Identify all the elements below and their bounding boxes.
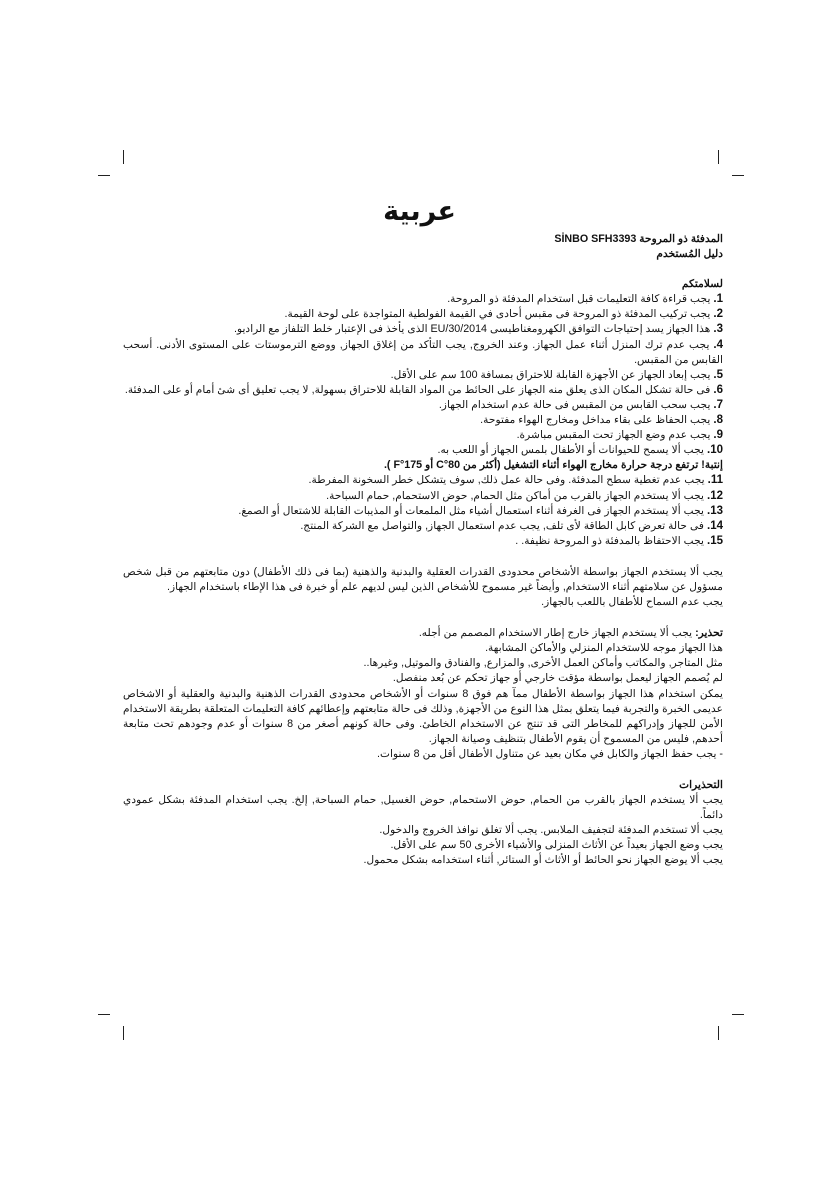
warning-line: مثل المتاجر, والمكاتب وأماكن العمل الأخرى, والمزارع, والفنادق والموتيل, وغيرها.. xyxy=(363,657,723,670)
crop-mark-bottom-left-v xyxy=(123,1026,124,1040)
manual-content xyxy=(123,232,723,869)
safety-item: 6. فى حالة تشكل المكان الذى يعلق منه الجهاز على الحائط من المواد القابلة للاحتراق بسهولة, لا يجب تعليق أى شئ أمام أو على المدفئة. xyxy=(124,383,723,396)
heading-model: المدفئة ذو المروحة SİNBO SFH3393 xyxy=(554,233,723,245)
safety-list xyxy=(123,292,723,458)
language-title: عربية xyxy=(383,196,456,227)
safety-item: 11. يجب عدم تغطية سطح المدفئة. وفى حالة عمل ذلك, سوف يتشكل خطر السخونة المفرطة. xyxy=(308,474,723,487)
warning-line: - يجب حفظ الجهاز والكابل في مكان بعيد عن متناول الأطفال أقل من 8 سنوات. xyxy=(376,747,723,760)
crop-mark-top-left-h xyxy=(98,175,110,176)
safety-item: 10. يجب ألا يسمح للحيوانات أو الأطفال بلمس الجهاز أو اللعب به. xyxy=(437,444,723,457)
safety-item: 14. فى حالة تعرض كابل الطاقة لأى تلف, يجب عدم استعمال الجهاز, والتواصل مع الشركة المنتج. xyxy=(300,519,723,532)
children-line: يجب عدم السماح للأطفال باللعب بالجهاز. xyxy=(541,596,723,609)
crop-mark-top-right-h xyxy=(732,175,744,176)
safety-item: 13. يجب ألا يستخدم الجهاز فى الغرفة أثناء استعمال أشياء مثل الملمعات أو المذيبات القابلة للاشتعال أو الصمغ. xyxy=(238,504,723,517)
safety-item: 12. يجب ألا يستخدم الجهاز بالقرب من أماكن مثل الحمام, حوض الاستحمام, حمام السباحة. xyxy=(326,489,723,502)
warning-line: هذا الجهاز موجه للاستخدام المنزلي والأماكن المشابهة. xyxy=(485,642,723,655)
crop-mark-top-left-v xyxy=(123,150,124,164)
safety-item: 2. يجب تركيب المدفئة ذو المروحة فى مقبس أحادى في القيمة الفولطية المتواجدة على لوحة القيمة. xyxy=(284,308,723,321)
safety-item: 1. يجب قراءة كافة التعليمات قبل استخدام المدفئة ذو المروحة. xyxy=(447,293,723,306)
caution-line: يجب ألا يستخدم الجهاز بالقرب من الحمام, حوض الاستحمام, حوض الغسيل, حمام السباحة, إلخ. يجب استخدام المدفئة بشكل عمودي دائماً. xyxy=(123,794,723,822)
warning-paragraph: يمكن استخدام هذا الجهاز بواسطة الأطفال ممآ هم فوق 8 سنوات أو الأشخاص محدودى القدرات الذهنية والبدنية والعقلية أو الاشخاص عديمى الخبرة والتجربة فيما يتعلق بمثل هذا النوع من الأجهزة, وذلك فى حالة متابعتهم وإعطائهم كافة التعليمات المتعلقة بطريقة الاستخدام الأمن للجهاز وإدراكهم للمخاطر التى قد تنتج عن الاستخدام الخاطئ. وفى حالة كونهم أصغر من 8 سنوات أو عدم وجودهم تحت متابعة أحدهم, فليس من المسموح أن يقوم الأطفال بتنظيف وصيانة الجهاز. xyxy=(123,687,724,745)
safety-item: 7. يجب سحب القابس من المقبس فى حالة عدم استخدام الجهاز. xyxy=(438,398,723,411)
warning-line: لم يُصمم الجهاز ليعمل بواسطة مؤقت خارجي أو جهاز تحكم عن بُعد منفصل. xyxy=(392,672,723,685)
crop-mark-bottom-right-v xyxy=(718,1026,719,1040)
caution-line: يجب ألا يوضع الجهاز نحو الحائط أو الأثاث أو الستائر, أثناء استخدامه بشكل محمول. xyxy=(363,854,723,867)
safety-item: 4. يجب عدم ترك المنزل أثناء عمل الجهاز. وعند الخروج, يجب التأكد من إغلاق الجهاز, ووضع الترموستات على المستوى الأدنى. أسحب القابس من المقبس. xyxy=(123,338,723,366)
safety-item: 8. يجب الحفاظ على بقاء مداخل ومخارج الهواء مفتوحة. xyxy=(480,414,723,427)
caution-line: يجب ألا تستخدم المدفئة لتجفيف الملابس. يجب ألا تغلق نوافذ الخروج والدخول. xyxy=(379,824,723,837)
safety-item: 3. هذا الجهاز يسد إحتياجات التوافق الكهرومغناطيسى EU/30/2014 الذى يأخذ فى الإعتبار خلط التلفاز مع الراديو. xyxy=(233,323,723,336)
safety-title: لسلامتكم xyxy=(681,278,723,291)
heading-manual: دليل المُستخدم xyxy=(656,248,723,261)
safety-item: 9. يجب عدم وضع الجهاز تحت المقبس مباشرة. xyxy=(516,429,723,442)
cautions-title: التحذيرات xyxy=(679,779,723,791)
crop-mark-top-right-v xyxy=(718,150,719,164)
caution-line: يجب وضع الجهاز بعيداً عن الأثاث المنزلى والأشياء الأخرى 50 سم على الأقل. xyxy=(390,839,723,852)
persons-paragraph: يجب ألا يستخدم الجهاز بواسطة الأشخاص محدودى القدرات العقلية والبدنية والذهنية (بما فى ذلك الأطفال) دون متابعتهم من قبل شخص مسؤول عن سلامتهم أثناء الاستخدام, وأيضاً غير مسموح للأشخاص الذين ليس لديهم علم أو خبرة فى هذا الإطاء باستخدام الجهاز. xyxy=(123,565,723,593)
crop-mark-bottom-left-h xyxy=(98,1014,110,1015)
safety-list-continued xyxy=(123,473,723,548)
crop-mark-bottom-right-h xyxy=(732,1014,744,1015)
warning-first-line: تحذير: يجب ألا يستخدم الجهاز خارج إطار الاستخدام المصمم من أجله. xyxy=(418,627,723,640)
warning-label: تحذير: xyxy=(695,627,723,640)
safety-item: 5. يجب إبعاد الجهاز عن الأجهزة القابلة للاحتراق بمسافة 100 سم على الأقل. xyxy=(390,368,723,381)
safety-item: 15. يجب الاحتفاظ بالمدفئة ذو المروحة نظيفة. . xyxy=(515,534,723,547)
heat-notice: إنتبة! ترتفع درجة حرارة مخارج الهواء أثناء التشغيل (أكثر من 80°C أو 175°F ). xyxy=(383,459,723,472)
